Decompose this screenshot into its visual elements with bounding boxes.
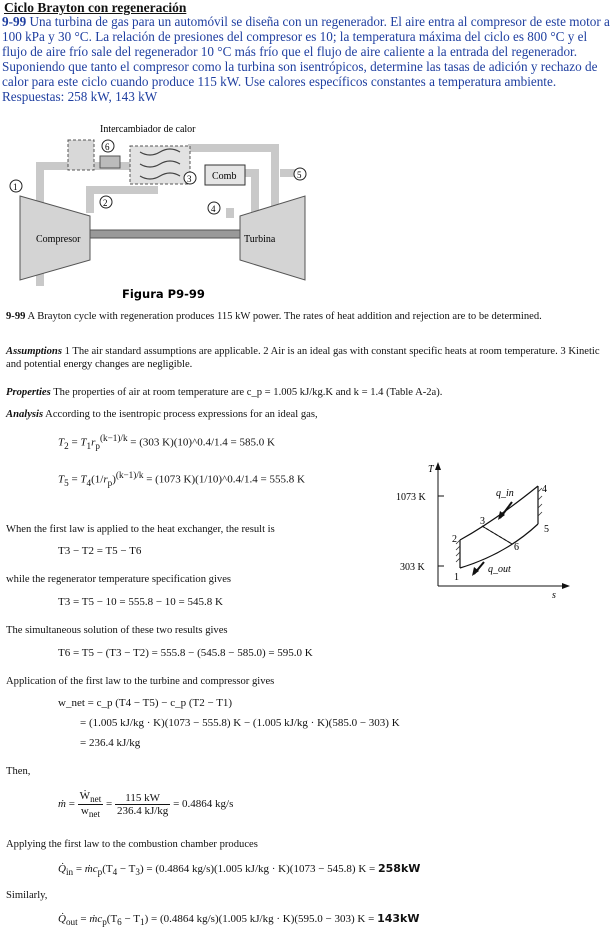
svg-text:2: 2	[452, 534, 457, 545]
svg-text:6: 6	[105, 142, 110, 152]
similarly-text: Similarly,	[6, 890, 48, 901]
regen-spec-text: while the regenerator temperature specification gives	[6, 574, 232, 585]
combustion-text: Applying the first law to the combustion chamber produces	[6, 839, 258, 850]
equation-hx: T3 − T2 = T5 − T6	[58, 545, 142, 557]
then-text: Then,	[6, 766, 31, 777]
problem-statement	[2, 14, 612, 104]
first-law-hx-text: When the first law is applied to the heat exchanger, the result is	[6, 524, 275, 535]
t-low-label: 303 K	[400, 562, 425, 573]
svg-text:3: 3	[187, 174, 192, 184]
s-axis-label: s	[552, 590, 556, 598]
equation-t6: T6 = T5 − (T3 − T2) = 555.8 − (545.8 − 585.0) = 595.0 K	[58, 647, 313, 659]
equation-t2: $T_2 = T_1r_p^{(k-1)/k} = (303$ K)(10)^0.4/1.4 = 585.0 K	[58, 433, 275, 451]
svg-text:4: 4	[542, 484, 547, 495]
q-out-label: q_out	[488, 564, 511, 575]
t-axis-label: T	[428, 464, 434, 475]
analysis: Analysis According to the isentropic process expressions for an ideal gas,	[6, 409, 318, 420]
svg-text:6: 6	[514, 542, 519, 553]
solution-intro: 9-99 A Brayton cycle with regeneration produces 115 kW power. The rates of heat addition and rejection are to be determined.	[6, 311, 542, 322]
equation-qout: $Q̇_{out}$ = $ṁc_p(T_6 - T_1) = (0.4864$ kg/s)(1.005 kJ/kg · K)(595.0 − 303) K = 143kW	[58, 912, 420, 928]
equation-t3: T3 = T5 − 10 = 555.8 − 10 = 545.8 K	[58, 596, 223, 608]
process-5-1	[460, 524, 538, 568]
equation-wnet-2: = (1.005 kJ/kg · K)(1073 − 555.8) K − (1.005 kJ/kg · K)(585.0 − 303) K	[80, 717, 400, 729]
ts-diagram	[396, 458, 596, 598]
properties: Properties The properties of air at room temperature are c_p = 1.005 kJ/kg.K and k = 1.4 (Table A-2a).	[6, 387, 443, 398]
problem-number: 9-99	[2, 14, 27, 29]
assumptions: Assumptions 1 The air standard assumptions are applicable. 2 Air is an ideal gas with constant specific heats at room temperature. 3 Kinetic and potential energy changes are negligible.	[6, 346, 600, 370]
combustor-label: Comb	[212, 171, 237, 182]
svg-text:5: 5	[544, 524, 549, 535]
problem-text: Una turbina de gas para un automóvil se diseña con un regenerador. El aire entra al compresor de este motor a 100 kPa y 30 °C. La relación de presiones del compresor es 10; la temperatura máxima del ciclo es 800 °C y el flujo de aire frío sale del regenerador 10 °C más frío que el flujo de aire caliente a la entrada del regenerador. Suponiendo que tanto el compresor como la turbina son isentrópicos, determine las tasas de adición y rechazo de calor para este ciclo cuando produce 115 kW. Use calores específicos constantes a temperatura ambiente. Respuestas: 258 kW, 143 kW	[2, 14, 610, 104]
simultaneous-text: The simultaneous solution of these two results gives	[6, 625, 228, 636]
regen-cold-box	[68, 140, 94, 170]
svg-text:1: 1	[13, 182, 18, 192]
equation-qin: $Q̇_{in}$ = $ṁc_p(T_4 - T_3) = (0.4864$ kg/s)(1.005 kJ/kg · K)(1073 − 545.8) K = 258kW	[58, 862, 421, 878]
figure-caption: Figura P9-99	[122, 287, 205, 301]
first-law-tc-text: Application of the first law to the turbine and compressor gives	[6, 676, 275, 687]
equation-t5: $T_5 = T_4(1/r_p)^{(k-1)/k} = (1073$ K)(1/10)^0.4/1.4 = 555.8 K	[58, 470, 305, 488]
equation-mdot: ṁ = $\frac{Ẇ_{net}}{w_{net}}$ = $\frac{115 kW}{236.4 kJ/kg}$ = 0.4864 kg/s	[58, 790, 234, 820]
svg-text:2: 2	[103, 198, 108, 208]
equation-wnet-1: w_net = c_p (T4 − T5) − c_p (T2 − T1)	[58, 697, 233, 709]
compressor-label: Compresor	[36, 234, 81, 245]
svg-text:3: 3	[480, 516, 485, 527]
figure-top-label: Intercambiador de calor	[100, 124, 196, 135]
svg-text:1: 1	[454, 572, 459, 583]
q-in-label: q_in	[496, 488, 514, 499]
page-title: Ciclo Brayton con regeneración	[4, 0, 187, 15]
equation-wnet-3: = 236.4 kJ/kg	[80, 737, 141, 749]
turbine-label: Turbina	[244, 234, 276, 245]
svg-text:5: 5	[297, 170, 302, 180]
svg-text:4: 4	[211, 204, 216, 214]
brayton-regenerator-figure	[0, 118, 330, 302]
t-high-label: 1073 K	[396, 492, 426, 503]
